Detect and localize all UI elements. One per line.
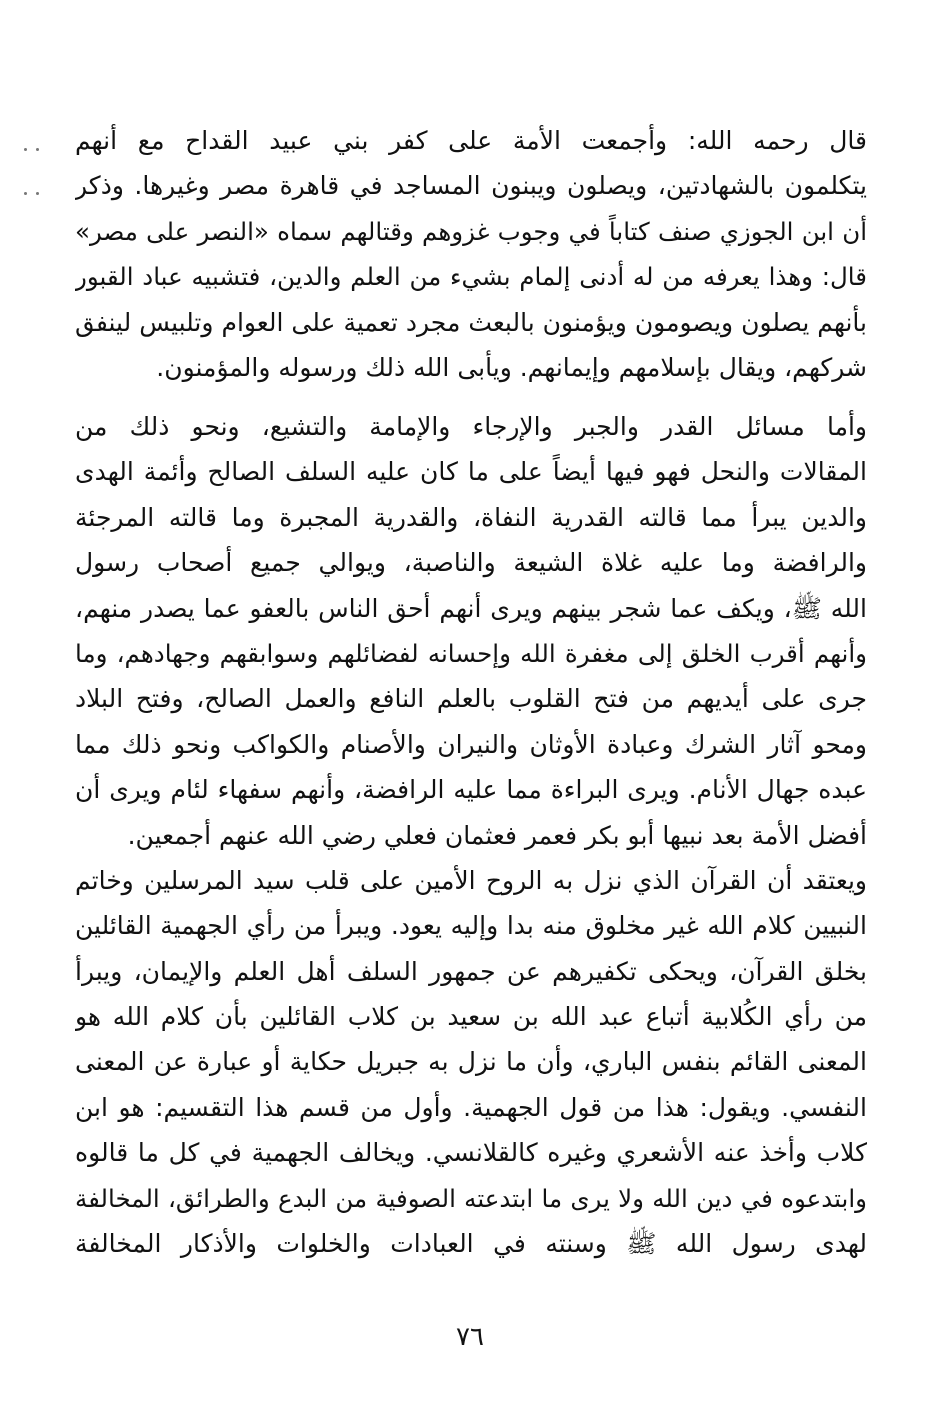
text-line: جرى على أيديهم من فتح القلوب بالعلم النافع والعمل الصالح، وفتح البلاد [75, 684, 867, 714]
text-line: أفضل الأمة بعد نبيها أبو بكر فعمر فعثمان فعلي رضي الله عنهم أجمعين. [127, 820, 867, 850]
text-line: عبده جهال الأنام. ويرى البراءة مما عليه الرافضة، وأنهم سفهاء لئام ويرى أن [75, 775, 867, 805]
text-line: شركهم، ويقال بإسلامهم وإيمانهم. ويأبى الله ذلك ورسوله والمؤمنون. [156, 352, 867, 382]
text-line: المعنى القائم بنفس الباري، وأن ما نزل به جبريل حكاية أو عبارة عن المعنى [75, 1047, 867, 1077]
text-line: ومحو آثار الشرك وعبادة الأوثان والنيران والأصنام والكواكب ونحو ذلك مما [75, 729, 867, 759]
paragraph-2 [75, 404, 867, 1266]
text-line: النبيين كلام الله غير مخلوق منه بدا وإليه يعود. ويبرأ من رأي الجهمية القائلين [75, 911, 867, 941]
text-line: بأنهم يصلون ويصومون ويؤمنون بالبعث مجرد تعمية على العوام وتلبيس لينفق [75, 307, 867, 337]
text-line: وأنهم أقرب الخلق إلى مغفرة الله وإحسانه لفضائلهم وسوابقهم وجهادهم، وما [75, 638, 867, 668]
text-line: كلاب وأخذ عنه الأشعري وغيره كالقلانسي. ويخالف الجهمية في كل ما قالوه [75, 1138, 867, 1168]
text-line: بخلق القرآن، ويحكى تكفيرهم عن جمهور السلف أهل العلم والإيمان، ويبرأ [75, 956, 867, 986]
paragraph-1 [75, 118, 867, 390]
text-line: يتكلمون بالشهادتين، ويصلون ويبنون المساجد في قاهرة مصر وغيرها. وذكر [75, 171, 867, 201]
text-line: والدين يبرأ مما قالته القدرية النفاة، والقدرية المجبرة وما قالته المرجئة [75, 502, 867, 532]
text-line: من رأي الكُلابية أتباع عبد الله بن سعيد بن كلاب القائلين بأن كلام الله هو [75, 1002, 867, 1032]
text-line: المقالات والنحل فهو فيها أيضاً على ما كان عليه السلف الصالح وأئمة الهدى [75, 457, 867, 487]
text-line: لهدى رسول الله ﷺ وسنته في العبادات والخلوات والأذكار المخالفة [75, 1229, 867, 1259]
text-line: قال رحمه الله: وأجمعت الأمة على كفر بني عبيد القداح مع أنهم [75, 126, 867, 155]
page-number: ٧٦ [456, 1322, 484, 1352]
text-line: قال: وهذا يعرفه من له أدنى إلمام بشيء من العلم والدين، فتشبيه عباد القبور [75, 262, 867, 292]
text-line: الله ﷺ، ويكف عما شجر بينهم ويرى أنهم أحق الناس بالعفو عما يصدر منهم، [75, 593, 867, 623]
text-line: والرافضة وما عليه غلاة الشيعة والناصبة، ويوالي جميع أصحاب رسول [75, 548, 867, 578]
text-line: ويعتقد أن القرآن الذي نزل به الروح الأمين على قلب سيد المرسلين وخاتم [75, 865, 867, 895]
margin-marks [22, 148, 52, 198]
text-line: وابتدعوه في دين الله ولا يرى ما ابتدعته الصوفية من البدع والطرائق، المخالفة [75, 1183, 867, 1213]
text-line: أن ابن الجوزي صنف كتاباً في وجوب غزوهم وقتالهم سماه «النصر على مصر» [75, 216, 867, 246]
text-line: النفسي. ويقول: هذا من قول الجهمية. وأول من قسم هذا التقسيم: هو ابن [75, 1092, 867, 1122]
text-line: وأما مسائل القدر والجبر والإرجاء والإمامة والتشيع، ونحو ذلك من [75, 412, 867, 441]
